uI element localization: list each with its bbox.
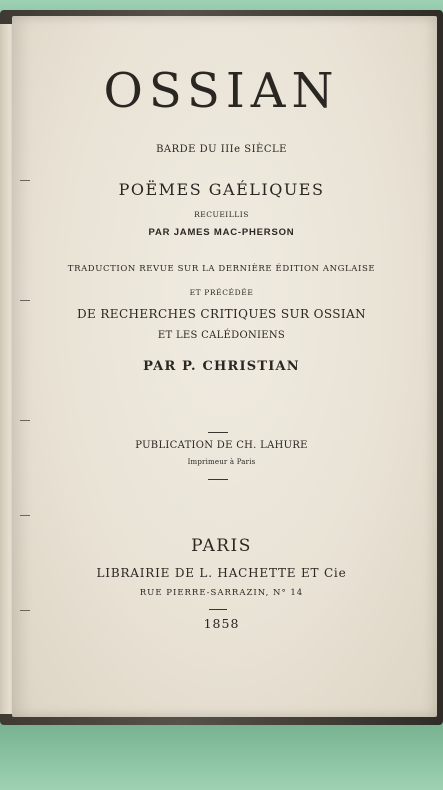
binding-stitch [20, 420, 30, 421]
divider-rule [208, 432, 228, 433]
binding-stitch [20, 610, 30, 611]
line-traduction: TRADUCTION REVUE SUR LA DERNIÈRE ÉDITION ANGLAISE [67, 264, 376, 274]
line-imprimeur: Imprimeur à Paris [187, 458, 256, 466]
subtitle-barde: BARDE DU IIIe SIÈCLE [156, 144, 287, 155]
binding-stitch [20, 300, 30, 301]
line-librairie: LIBRAIRIE DE L. HACHETTE ET Cie [96, 566, 347, 580]
binding-stitch [20, 515, 30, 516]
line-paris: PARIS [191, 536, 252, 556]
line-translator: PAR P. CHRISTIAN [143, 359, 300, 374]
line-caledoniens: ET LES CALÉDONIENS [157, 330, 286, 341]
line-recueillis: RECUEILLIS [194, 210, 249, 219]
line-publication: PUBLICATION DE CH. LAHURE [135, 440, 308, 451]
publication-year: 1858 [203, 616, 240, 631]
line-address: RUE PIERRE-SARRAZIN, N° 14 [139, 588, 304, 598]
book-title: OSSIAN [103, 63, 340, 119]
divider-rule [208, 479, 228, 480]
divider-rule [209, 609, 227, 610]
line-author: PAR JAMES MAC-PHERSON [148, 227, 295, 238]
subtitle-poemes: POËMES GAÉLIQUES [118, 180, 325, 199]
line-recherches: DE RECHERCHES CRITIQUES SUR OSSIAN [76, 307, 367, 321]
line-et-precedee: ET PRÉCÉDÉE [189, 288, 254, 297]
